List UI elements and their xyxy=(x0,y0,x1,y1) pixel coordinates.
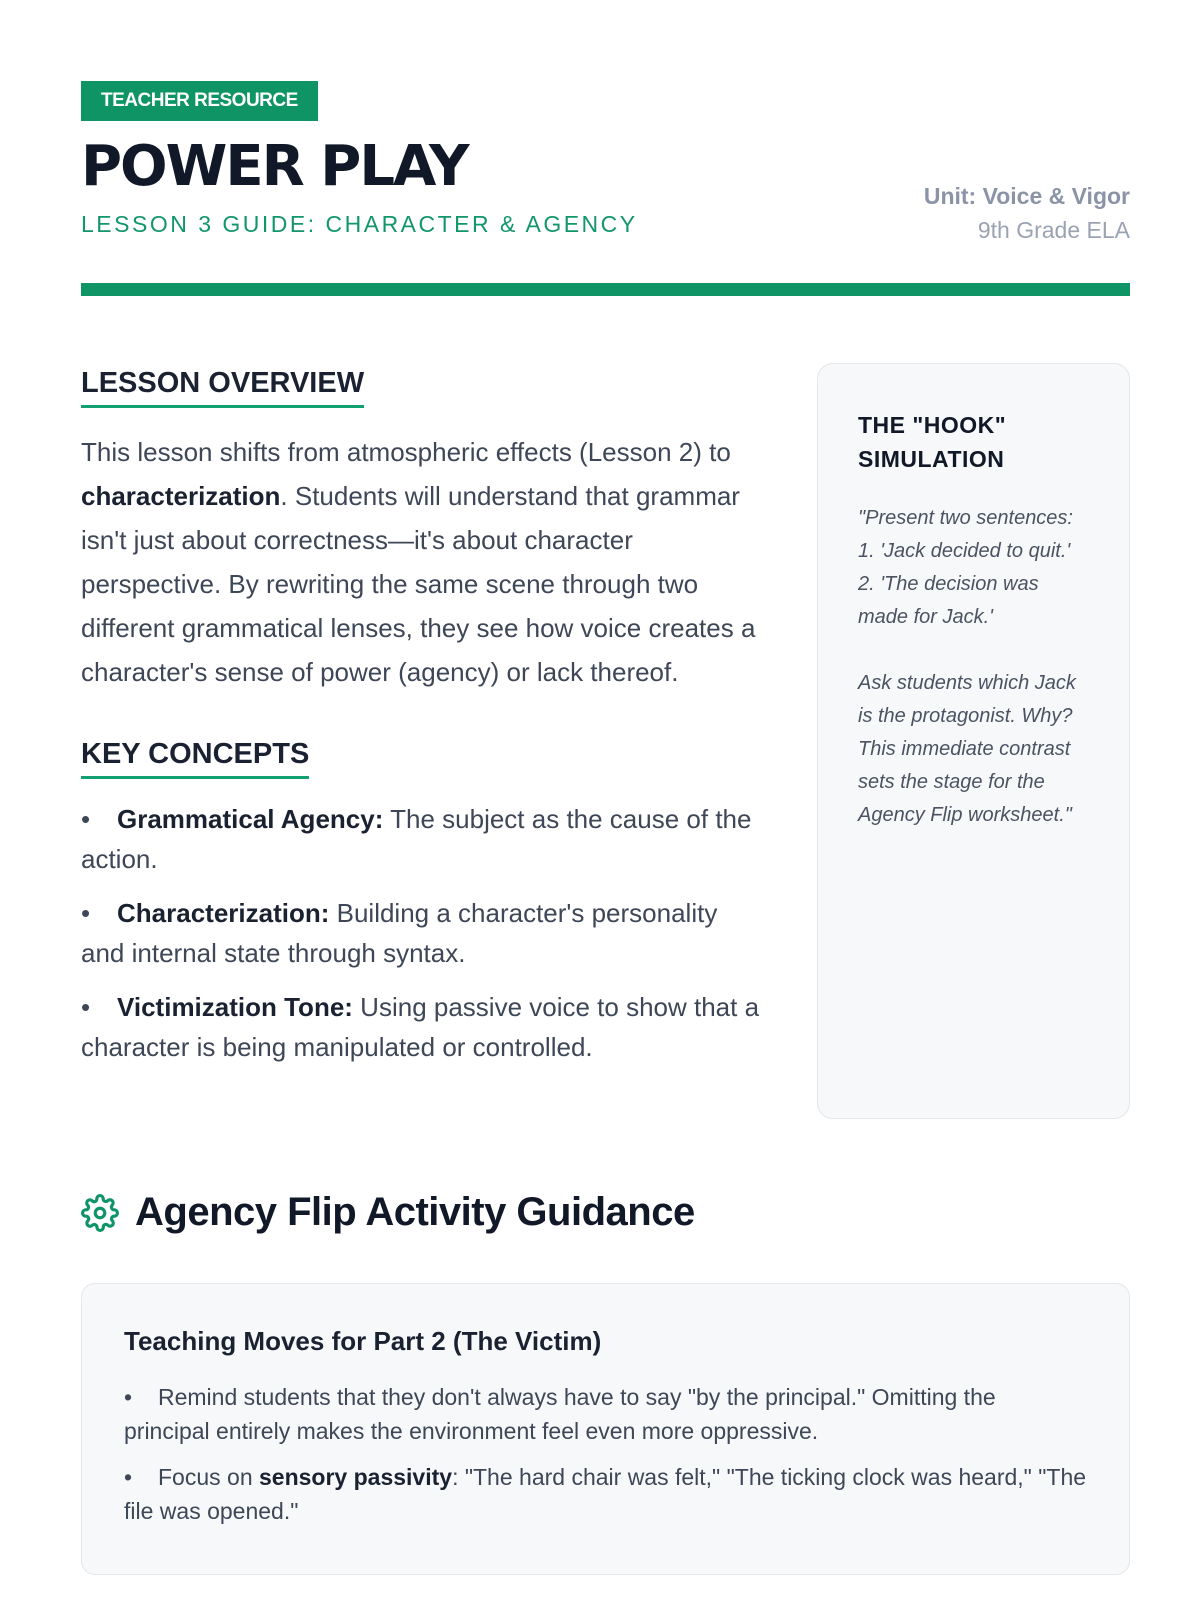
grade-level: 9th Grade ELA xyxy=(977,217,1130,243)
hook-sidebar xyxy=(817,363,1130,1119)
activity-title: Agency Flip Activity Guidance xyxy=(135,1190,695,1234)
unit-info xyxy=(924,179,1130,247)
key-concepts-list xyxy=(81,799,761,1067)
concept-desc: Building a character's personality and internal state through syntax. xyxy=(81,898,718,968)
unit-title: Unit: Voice & Vigor xyxy=(923,183,1130,209)
list-item: • Characterization: Building a character's personality and internal state through syntax. xyxy=(81,898,718,968)
overview-emphasis: characterization xyxy=(81,481,281,511)
concept-desc: Using passive voice to show that a character is being manipulated or controlled. xyxy=(81,992,760,1062)
list-item: • Grammatical Agency: The subject as the cause of the action. xyxy=(81,804,752,874)
activity-heading xyxy=(81,1190,695,1235)
main-column xyxy=(81,365,761,1081)
overview-heading: LESSON OVERVIEW xyxy=(81,365,364,408)
overview-text-after: . Students will understand that grammar isn't just about correctness—it's about character perspective. By rewriting the same scene through two different grammatical lenses, they see how voice creates a character's sense of power (agency) or lack thereof. xyxy=(81,481,756,687)
key-concepts-heading: KEY CONCEPTS xyxy=(81,736,309,779)
move-text: Remind students that they don't always have to say "by the principal." Omitting the principal entirely makes the environment feel even more oppressive. xyxy=(124,1384,996,1444)
header-divider xyxy=(81,283,1130,296)
concept-term: Grammatical Agency: xyxy=(117,804,384,834)
sidebar-title: THE "HOOK" SIMULATION xyxy=(858,412,1007,472)
teaching-moves-title: Teaching Moves for Part 2 (The Victim) xyxy=(124,1326,602,1356)
list-item: • Remind students that they don't always have to say "by the principal." Omitting the principal entirely makes the environment feel even more oppressive. xyxy=(124,1384,996,1444)
concept-desc: The subject as the cause of the action. xyxy=(81,804,752,874)
page-title: POWER PLAY xyxy=(81,134,468,199)
move-text-before: Focus on xyxy=(158,1464,259,1490)
move-text-after: : "The hard chair was felt," "The ticking clock was heard," "The file was opened." xyxy=(124,1464,1087,1524)
list-item: • Focus on sensory passivity: "The hard chair was felt," "The ticking clock was heard," "The file was opened." xyxy=(124,1464,1087,1524)
overview-paragraph xyxy=(81,430,761,694)
list-item: • Victimization Tone: Using passive voice to show that a character is being manipulated or controlled. xyxy=(81,992,760,1062)
resource-badge: TEACHER RESOURCE xyxy=(81,81,318,121)
concept-term: Characterization: xyxy=(117,898,330,928)
move-emphasis: sensory passivity xyxy=(259,1464,453,1490)
concept-term: Victimization Tone: xyxy=(117,992,353,1022)
teaching-moves-box xyxy=(81,1283,1130,1575)
teaching-moves-list xyxy=(124,1380,1087,1528)
lesson-subtitle: LESSON 3 GUIDE: CHARACTER & AGENCY xyxy=(81,211,638,237)
gear-icon xyxy=(81,1194,119,1232)
header xyxy=(81,81,1130,241)
sidebar-quote: "Present two sentences: 1. 'Jack decided to quit.' 2. 'The decision was made for Jack.' Ask students which Jack is the protagonist. Why? This immediate contrast sets the stage for the Agency Flip worksheet." xyxy=(858,507,1076,826)
overview-text-before: This lesson shifts from atmospheric effects (Lesson 2) to xyxy=(81,437,731,467)
